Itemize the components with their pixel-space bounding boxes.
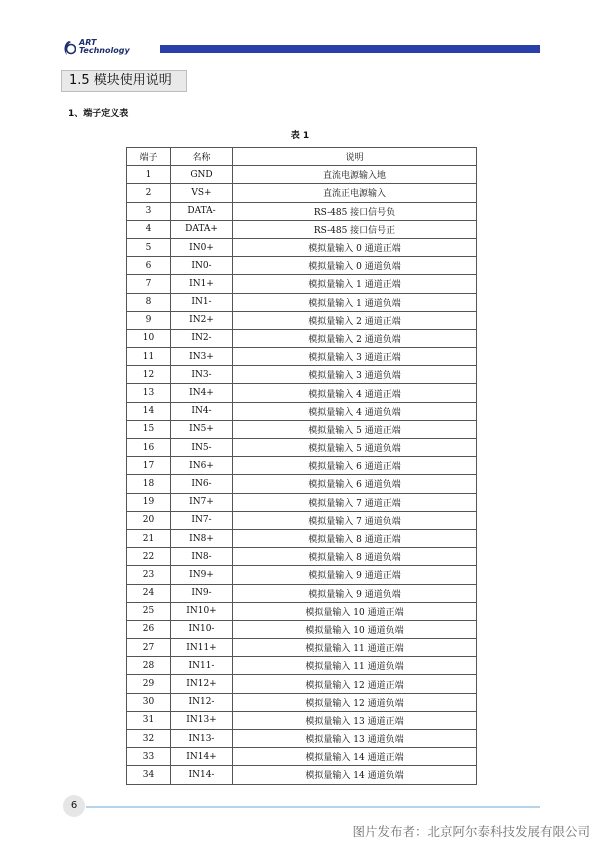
cell-terminal: 4 (127, 220, 171, 238)
cell-terminal: 14 (127, 402, 171, 420)
table-row (127, 548, 477, 566)
cell-description: 模拟量输入 14 通道正端 (233, 748, 477, 766)
table-row (127, 220, 477, 238)
cell-name: IN1+ (171, 275, 233, 293)
page-header (0, 0, 600, 60)
table-row (127, 766, 477, 784)
table-row (127, 238, 477, 256)
cell-name: IN5- (171, 439, 233, 457)
cell-terminal: 5 (127, 238, 171, 256)
cell-description: 模拟量输入 9 通道正端 (233, 566, 477, 584)
cell-terminal: 21 (127, 529, 171, 547)
cell-name: IN4- (171, 402, 233, 420)
cell-terminal: 12 (127, 366, 171, 384)
cell-name: IN14+ (171, 748, 233, 766)
cell-name: IN6- (171, 475, 233, 493)
cell-name: IN7- (171, 511, 233, 529)
table-row (127, 620, 477, 638)
cell-name: VS+ (171, 184, 233, 202)
table-row (127, 511, 477, 529)
cell-terminal: 2 (127, 184, 171, 202)
cell-description: 模拟量输入 10 通道负端 (233, 620, 477, 638)
cell-description: 模拟量输入 1 通道负端 (233, 293, 477, 311)
cell-terminal: 25 (127, 602, 171, 620)
table-row (127, 329, 477, 347)
table-row (127, 457, 477, 475)
cell-terminal: 34 (127, 766, 171, 784)
cell-terminal: 18 (127, 475, 171, 493)
logo-line-2: Technology (79, 46, 130, 55)
table-row (127, 529, 477, 547)
table-header-row (127, 148, 477, 166)
cell-description: 模拟量输入 4 通道负端 (233, 402, 477, 420)
table-row (127, 420, 477, 438)
cell-terminal: 9 (127, 311, 171, 329)
cell-name: IN3+ (171, 348, 233, 366)
cell-name: IN0+ (171, 238, 233, 256)
cell-terminal: 7 (127, 275, 171, 293)
cell-terminal: 11 (127, 348, 171, 366)
cell-description: 模拟量输入 11 通道负端 (233, 657, 477, 675)
cell-name: IN9+ (171, 566, 233, 584)
art-technology-logo (62, 40, 162, 58)
cell-description: 模拟量输入 11 通道正端 (233, 639, 477, 657)
table-caption: 表 1 (290, 131, 310, 141)
cell-name: IN0- (171, 257, 233, 275)
column-header-terminal: 端子 (127, 148, 171, 166)
cell-name: IN14- (171, 766, 233, 784)
cell-description: 模拟量输入 3 通道负端 (233, 366, 477, 384)
table-row (127, 384, 477, 402)
cell-terminal: 28 (127, 657, 171, 675)
cell-terminal: 31 (127, 711, 171, 729)
cell-description: 模拟量输入 0 通道负端 (233, 257, 477, 275)
cell-description: 模拟量输入 2 通道负端 (233, 329, 477, 347)
cell-name: IN2+ (171, 311, 233, 329)
cell-name: IN10+ (171, 602, 233, 620)
cell-terminal: 8 (127, 293, 171, 311)
table-row (127, 202, 477, 220)
table-row (127, 184, 477, 202)
page-number: 6 (63, 795, 85, 817)
cell-description: 模拟量输入 2 通道正端 (233, 311, 477, 329)
cell-name: DATA+ (171, 220, 233, 238)
cell-description: 模拟量输入 6 通道正端 (233, 457, 477, 475)
art-logo-icon (62, 40, 76, 56)
cell-name: IN2- (171, 329, 233, 347)
cell-description: 模拟量输入 13 通道负端 (233, 730, 477, 748)
cell-description: 模拟量输入 6 通道负端 (233, 475, 477, 493)
table-row (127, 711, 477, 729)
cell-terminal: 30 (127, 693, 171, 711)
terminal-table (126, 147, 477, 785)
cell-description: 模拟量输入 1 通道正端 (233, 275, 477, 293)
cell-terminal: 16 (127, 439, 171, 457)
cell-terminal: 6 (127, 257, 171, 275)
cell-terminal: 13 (127, 384, 171, 402)
table-row (127, 639, 477, 657)
table-row (127, 275, 477, 293)
cell-terminal: 27 (127, 639, 171, 657)
cell-name: IN4+ (171, 384, 233, 402)
table-row (127, 657, 477, 675)
table-row (127, 402, 477, 420)
cell-name: IN10- (171, 620, 233, 638)
cell-description: 模拟量输入 12 通道正端 (233, 675, 477, 693)
table-row (127, 602, 477, 620)
logo-line-1: ART (79, 38, 97, 47)
cell-description: 模拟量输入 7 通道正端 (233, 493, 477, 511)
cell-description: 模拟量输入 4 通道正端 (233, 384, 477, 402)
cell-name: IN7+ (171, 493, 233, 511)
cell-terminal: 33 (127, 748, 171, 766)
cell-terminal: 3 (127, 202, 171, 220)
table-body (127, 166, 477, 784)
cell-description: 模拟量输入 12 通道负端 (233, 693, 477, 711)
cell-name: IN1- (171, 293, 233, 311)
cell-name: IN5+ (171, 420, 233, 438)
cell-description: 模拟量输入 8 通道负端 (233, 548, 477, 566)
cell-description: 模拟量输入 5 通道正端 (233, 420, 477, 438)
table-row (127, 366, 477, 384)
cell-description: 模拟量输入 0 通道正端 (233, 238, 477, 256)
table-row (127, 166, 477, 184)
cell-description: 模拟量输入 13 通道正端 (233, 711, 477, 729)
logo-text (79, 39, 130, 55)
cell-terminal: 10 (127, 329, 171, 347)
cell-name: IN6+ (171, 457, 233, 475)
cell-name: IN13- (171, 730, 233, 748)
cell-name: IN8+ (171, 529, 233, 547)
table-row (127, 439, 477, 457)
cell-terminal: 22 (127, 548, 171, 566)
cell-name: IN12- (171, 693, 233, 711)
cell-description: 模拟量输入 7 通道负端 (233, 511, 477, 529)
table-row (127, 693, 477, 711)
watermark: 图片发布者：北京阿尔泰科技发展有限公司 (352, 824, 590, 839)
section-title: 1.5 模块使用说明 (61, 70, 187, 92)
cell-description: RS-485 接口信号正 (233, 220, 477, 238)
table-row (127, 257, 477, 275)
header-bar (160, 45, 540, 53)
cell-terminal: 24 (127, 584, 171, 602)
table-row (127, 748, 477, 766)
table-row (127, 348, 477, 366)
cell-description: 直流正电源输入 (233, 184, 477, 202)
cell-name: IN9- (171, 584, 233, 602)
cell-terminal: 15 (127, 420, 171, 438)
table-row (127, 293, 477, 311)
table-row (127, 493, 477, 511)
footer-line (86, 806, 540, 808)
cell-terminal: 1 (127, 166, 171, 184)
cell-name: IN13+ (171, 711, 233, 729)
cell-terminal: 23 (127, 566, 171, 584)
table-row (127, 566, 477, 584)
table-row (127, 311, 477, 329)
cell-name: IN11+ (171, 639, 233, 657)
cell-terminal: 29 (127, 675, 171, 693)
cell-description: 模拟量输入 8 通道正端 (233, 529, 477, 547)
cell-description: 模拟量输入 10 通道正端 (233, 602, 477, 620)
table-row (127, 675, 477, 693)
subheading: 1、端子定义表 (68, 109, 129, 119)
cell-terminal: 32 (127, 730, 171, 748)
cell-description: RS-485 接口信号负 (233, 202, 477, 220)
cell-name: DATA- (171, 202, 233, 220)
cell-terminal: 20 (127, 511, 171, 529)
column-header-name: 名称 (171, 148, 233, 166)
column-header-description: 说明 (233, 148, 477, 166)
cell-description: 模拟量输入 3 通道正端 (233, 348, 477, 366)
cell-name: IN8- (171, 548, 233, 566)
cell-terminal: 19 (127, 493, 171, 511)
table-row (127, 730, 477, 748)
cell-name: IN3- (171, 366, 233, 384)
table-row (127, 584, 477, 602)
cell-description: 模拟量输入 9 通道负端 (233, 584, 477, 602)
cell-description: 直流电源输入地 (233, 166, 477, 184)
cell-description: 模拟量输入 5 通道负端 (233, 439, 477, 457)
table-row (127, 475, 477, 493)
cell-name: IN12+ (171, 675, 233, 693)
cell-terminal: 17 (127, 457, 171, 475)
cell-terminal: 26 (127, 620, 171, 638)
cell-name: GND (171, 166, 233, 184)
cell-description: 模拟量输入 14 通道负端 (233, 766, 477, 784)
cell-name: IN11- (171, 657, 233, 675)
